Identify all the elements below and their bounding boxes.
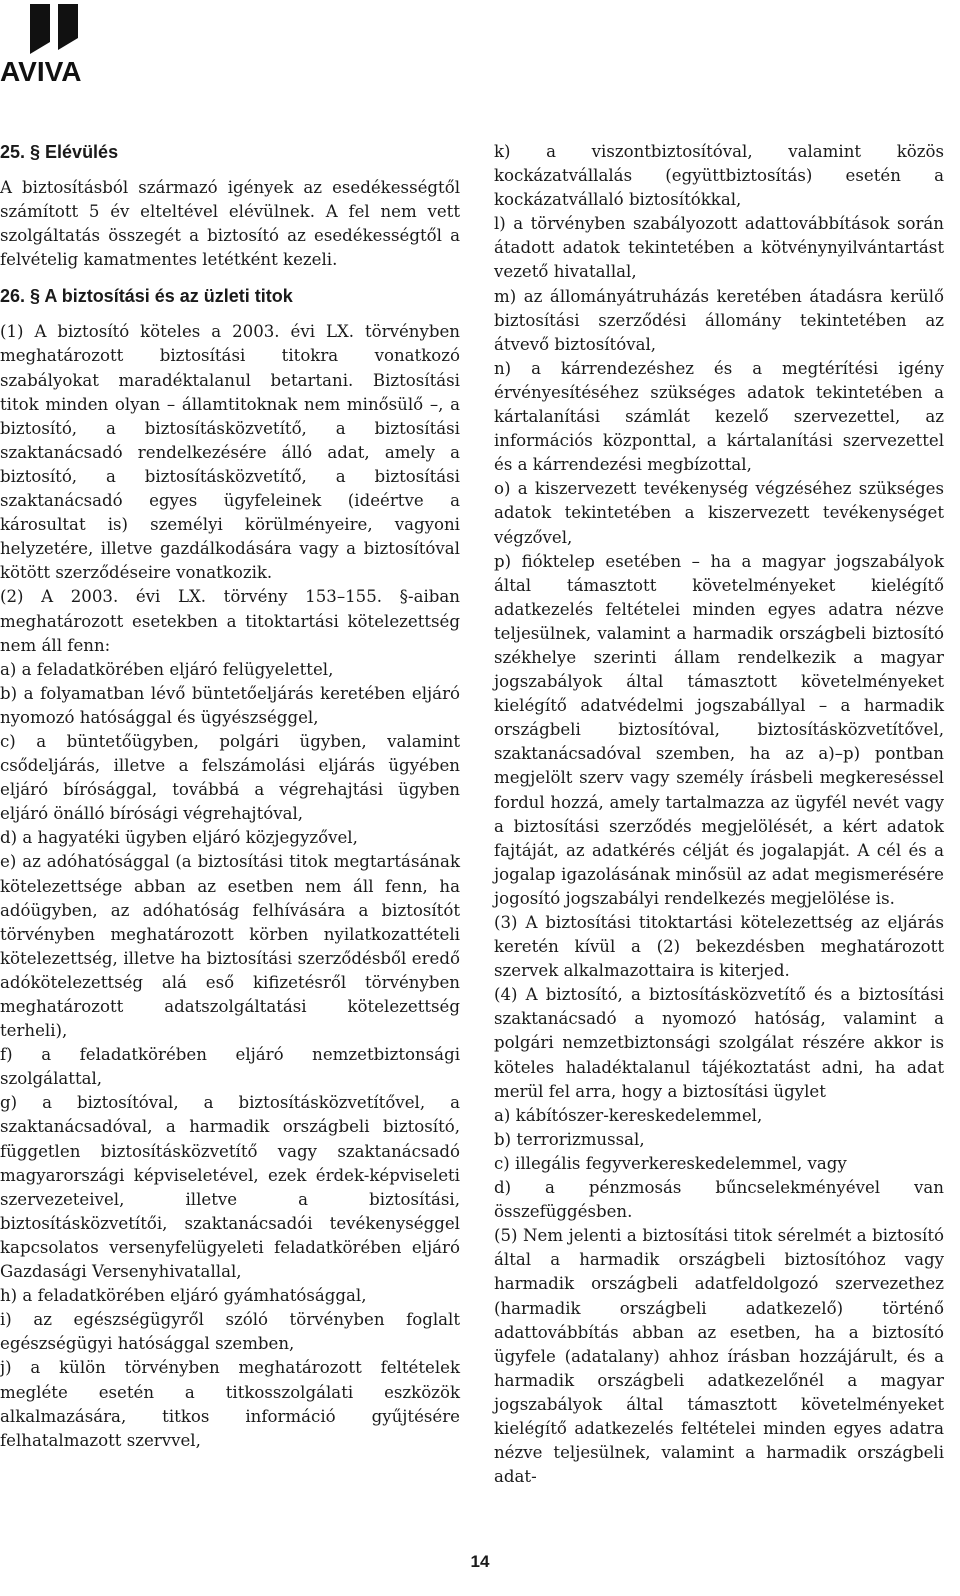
list-item-f: f) a feladatkörében eljáró nemzetbiztonsági szolgálattal, (0, 1045, 460, 1089)
list-item-e: e) az adóhatósággal (a biztosítási titok megtartásának kötelezettsége abban az esetben nem áll fenn, ha adóügyben, az adóhatóság felhívására a biztosítót törvényben meghatározott körben nyilatkozattételi kötelezettség, illetve ha biztosítási szerződésből eredő adókötelezettség alá eső kifizetésről törvényben meghatározott adatszolgáltatási kötelezettség terheli), (0, 852, 460, 1041)
page-number: 14 (470, 1552, 490, 1571)
left-column (0, 140, 460, 1453)
aviva-logo-icon (30, 4, 78, 54)
paragraph-26-1: (1) A biztosító köteles a 2003. évi LX. törvényben meghatározott biztosítási titokra vonatkozó szabályokat maradéktalanul betartani. Biztosítási titok minden olyan – államtitoknak nem minősülő –, a biztosító, a biztosításközvetítő, a biztosítási szaktanácsadó rendelkezésére álló adat, amely a biztosító, a biztosításközvetítő, a biztosítási szaktanácsadó egyes ügyfeleinek (ideértve a károsultat is) személyi körülményeire, vagyoni helyzetére, illetve gazdálkodására vagy a biztosítóval kötött szerződéseire vonatkozik. (0, 322, 460, 583)
list-item-m: m) az állományátruházás keretében átadásra kerülő biztosítási szerződési állomány tekintetében az átvevő biztosítóval, (494, 286, 944, 354)
paragraph-26-3: (3) A biztosítási titoktartási kötelezettség az eljárás keretén kívül a (2) bekezdésben meghatározott szervek alkalmazottaira is kiterjed. (494, 913, 944, 981)
list-item-a: a) a feladatkörében eljáró felügyelettel, (0, 659, 334, 679)
list-item-c: c) a büntetőügyben, polgári ügyben, valamint csődeljárás, illetve a felszámolási eljárás ügyében eljáró bírósággal, továbbá a végrehajtási ügyben eljáró önálló bírósági végrehajtóval, (0, 731, 460, 824)
list-item-j: j) a külön törvényben meghatározott feltételek megléte esetén a titkosszolgálati eszközök alkalmazására, titkos információ gyűjtésére felhatalmazott szervvel, (0, 1358, 460, 1450)
section-heading-25: 25. § Elévülés (0, 142, 119, 162)
list-item-4b: b) terrorizmussal, (494, 1129, 645, 1149)
paragraph-26-2: (2) A 2003. évi LX. törvény 153–155. §-aiban meghatározott esetekben a titoktartási kötelezettség nem áll fenn: (0, 587, 460, 655)
list-item-4d: d) a pénzmosás bűncselekményével van összefüggésben. (494, 1178, 944, 1222)
list-item-g: g) a biztosítóval, a biztosításközvetítővel, a szaktanácsadóval, a harmadik országbeli biztosító, független biztosításközvetítő vagy szaktanácsadó magyarországi képviseletével, ezek érdek-képviseleti szervezeteivel, illetve a biztosítási, biztosításközvetítői, szaktanácsadói tevékenységgel kapcsolatos versenyfelügyeleti feladatkörében eljáró Gazdasági Versenyhivatallal, (0, 1093, 460, 1282)
list-item-p: p) fióktelep esetében – ha a magyar jogszabályok által támasztott követelményeket kielégítő adatkezelés feltételei minden egyes adatra nézve teljesülnek, valamint a harmadik országbeli biztosító székhelye szerinti állam rendelkezik a magyar jogszabályok által támasztott követelményeket kielégítő adatvédelmi jogszabállyal – a harmadik országbeli biztosítóval, biztosításközvetítővel, szaktanácsadóval szemben, ha az a)–p) pontban megjelölt szerv vagy személy írásbeli megkereséssel fordul hozzá, amely tartalmazza az ügyfél nevét vagy a biztosítási szerződés megjelölését, a kért adatok fajtáját, az adatkérés célját és jogalapját. A cél és a jogalap igazolásának minősül az adat megismerésére jogosító jogszabályi rendelkezés megjelölése is. (494, 551, 944, 908)
list-item-4a: a) kábítószer-kereskedelemmel, (494, 1105, 763, 1125)
list-item-h: h) a feladatkörében eljáró gyámhatósággal, (0, 1286, 367, 1306)
list-item-k: k) a viszontbiztosítóval, valamint közös kockázatvállalás (együttbiztosítás) esetén a kockázatvállaló biztosítókkal, (494, 142, 944, 210)
paragraph-26-4: (4) A biztosító, a biztosításközvetítő és a biztosítási szaktanácsadó a nyomozó hatóság, valamint a polgári nemzetbiztonsági szolgálat részére akkor is köteles haladéktalanul tájékoztatást adni, ha adat merül fel arra, hogy a biztosítási ügylet (494, 985, 944, 1101)
paragraph-25: A biztosításból származó igények az esedékességtől számított 5 év elteltével elévülnek. A fel nem vett szolgáltatás összegét a biztosító az esedékességtől a felvételig kamatmentes letétként kezeli. (0, 178, 460, 270)
list-item-b: b) a folyamatban lévő büntetőeljárás keretében eljáró nyomozó hatósággal és ügyészséggel, (0, 683, 460, 727)
logo-wordmark: AVIVA (0, 56, 82, 87)
list-item-n: n) a kárrendezéshez és a megtérítési igény érvényesítéséhez szükséges adatok tekintetében a kártalanítási számlát kezelő szervezettel, az információs központtal, a kártalanítási szervezettel és a kárrendezési megbízottal, (494, 358, 944, 475)
list-item-d: d) a hagyatéki ügyben eljáró közjegyzővel, (0, 828, 358, 848)
list-item-i: i) az egészségügyről szóló törvényben foglalt egészségügyi hatósággal szemben, (0, 1310, 460, 1354)
list-item-4c: c) illegális fegyverkereskedelemmel, vagy (494, 1153, 847, 1173)
paragraph-26-5: (5) Nem jelenti a biztosítási titok sérelmét a biztosító által a harmadik országbeli biztosítóhoz vagy harmadik országbeli adatfeldolgozó szervezethez (harmadik országbeli adatkezelő) történő adattovábbítás abban az esetben, ha a biztosító ügyfele (adatalany) ahhoz írásban hozzájárult, és a harmadik országbeli adatkezelőnél a magyar jogszabályok által támasztott követelményeket kielégítő adatkezelés feltételei minden egyes adatra nézve teljesülnek, valamint a harmadik országbeli adat- (494, 1226, 944, 1487)
list-item-o: o) a kiszervezett tevékenység végzéséhez szükséges adatok tekintetében a kiszervezett tevékenységet végzővel, (494, 479, 944, 547)
right-column (494, 140, 944, 1489)
section-heading-26: 26. § A biztosítási és az üzleti titok (0, 286, 293, 307)
list-item-l: l) a törvényben szabályozott adattovábbítások során átadott adatok tekintetében a kötvénynyilvántartást vezető hivatallal, (494, 214, 944, 282)
aviva-logo (0, 4, 110, 87)
